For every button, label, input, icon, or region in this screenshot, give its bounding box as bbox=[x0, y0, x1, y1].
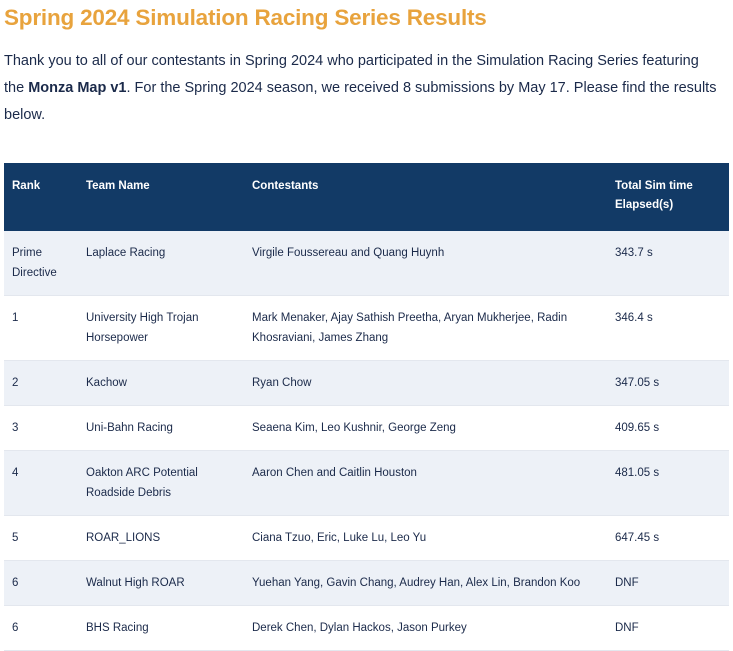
total-sim-time-cell: 409.65 s bbox=[607, 406, 729, 451]
team-name-cell: ROAR_LIONS bbox=[78, 516, 244, 561]
column-header-contestants: Contestants bbox=[244, 163, 607, 231]
team-name-cell: University High Trojan Horsepower bbox=[78, 296, 244, 361]
table-row bbox=[4, 561, 729, 606]
rank-cell: Prime Directive bbox=[4, 231, 78, 296]
intro-paragraph bbox=[4, 48, 722, 129]
team-name-cell: Walnut High ROAR bbox=[78, 561, 244, 606]
rank-cell: 6 bbox=[4, 606, 78, 651]
rank-cell: 6 bbox=[4, 561, 78, 606]
rank-cell: 3 bbox=[4, 406, 78, 451]
column-header-team-name: Team Name bbox=[78, 163, 244, 231]
table-header bbox=[4, 163, 729, 231]
contestants-cell: Derek Chen, Dylan Hackos, Jason Purkey bbox=[244, 606, 607, 651]
table-row bbox=[4, 516, 729, 561]
results-table bbox=[4, 163, 729, 651]
column-header-total-sim-time bbox=[607, 163, 729, 231]
intro-text-part1: Thank you to all of our contestants in Spring 2024 who participated in the Simulation Racing Series featuring the bbox=[4, 53, 699, 96]
rank-cell: 2 bbox=[4, 361, 78, 406]
column-header-total-sim-time-line2: Elapsed(s) bbox=[615, 199, 674, 211]
document-page bbox=[0, 4, 733, 651]
contestants-cell: Ryan Chow bbox=[244, 361, 607, 406]
contestants-cell: Aaron Chen and Caitlin Houston bbox=[244, 451, 607, 516]
page-title: Spring 2024 Simulation Racing Series Results bbox=[4, 5, 487, 30]
total-sim-time-cell: 343.7 s bbox=[607, 231, 729, 296]
total-sim-time-cell: DNF bbox=[607, 606, 729, 651]
rank-cell: 1 bbox=[4, 296, 78, 361]
contestants-cell: Mark Menaker, Ajay Sathish Preetha, Aryan Mukherjee, Radin Khosraviani, James Zhang bbox=[244, 296, 607, 361]
team-name-cell: Laplace Racing bbox=[78, 231, 244, 296]
rank-cell: 4 bbox=[4, 451, 78, 516]
contestants-cell: Virgile Foussereau and Quang Huynh bbox=[244, 231, 607, 296]
column-header-total-sim-time-line1: Total Sim time bbox=[615, 180, 693, 192]
contestants-cell: Ciana Tzuo, Eric, Luke Lu, Leo Yu bbox=[244, 516, 607, 561]
rank-cell: 5 bbox=[4, 516, 78, 561]
table-row bbox=[4, 296, 729, 361]
total-sim-time-cell: DNF bbox=[607, 561, 729, 606]
table-row bbox=[4, 231, 729, 296]
table-row bbox=[4, 406, 729, 451]
contestants-cell: Yuehan Yang, Gavin Chang, Audrey Han, Alex Lin, Brandon Koo bbox=[244, 561, 607, 606]
team-name-cell: BHS Racing bbox=[78, 606, 244, 651]
intro-emphasis: Monza Map v1 bbox=[28, 80, 127, 96]
total-sim-time-cell: 647.45 s bbox=[607, 516, 729, 561]
total-sim-time-cell: 347.05 s bbox=[607, 361, 729, 406]
table-body bbox=[4, 231, 729, 651]
team-name-cell: Oakton ARC Potential Roadside Debris bbox=[78, 451, 244, 516]
team-name-cell: Kachow bbox=[78, 361, 244, 406]
column-header-rank: Rank bbox=[4, 163, 78, 231]
table-row bbox=[4, 606, 729, 651]
table-row bbox=[4, 451, 729, 516]
table-header-row bbox=[4, 163, 729, 231]
table-row bbox=[4, 361, 729, 406]
team-name-cell: Uni-Bahn Racing bbox=[78, 406, 244, 451]
total-sim-time-cell: 481.05 s bbox=[607, 451, 729, 516]
contestants-cell: Seaena Kim, Leo Kushnir, George Zeng bbox=[244, 406, 607, 451]
total-sim-time-cell: 346.4 s bbox=[607, 296, 729, 361]
intro-text-part2: . For the Spring 2024 season, we received 8 submissions by May 17. Please find the results below. bbox=[4, 80, 717, 123]
